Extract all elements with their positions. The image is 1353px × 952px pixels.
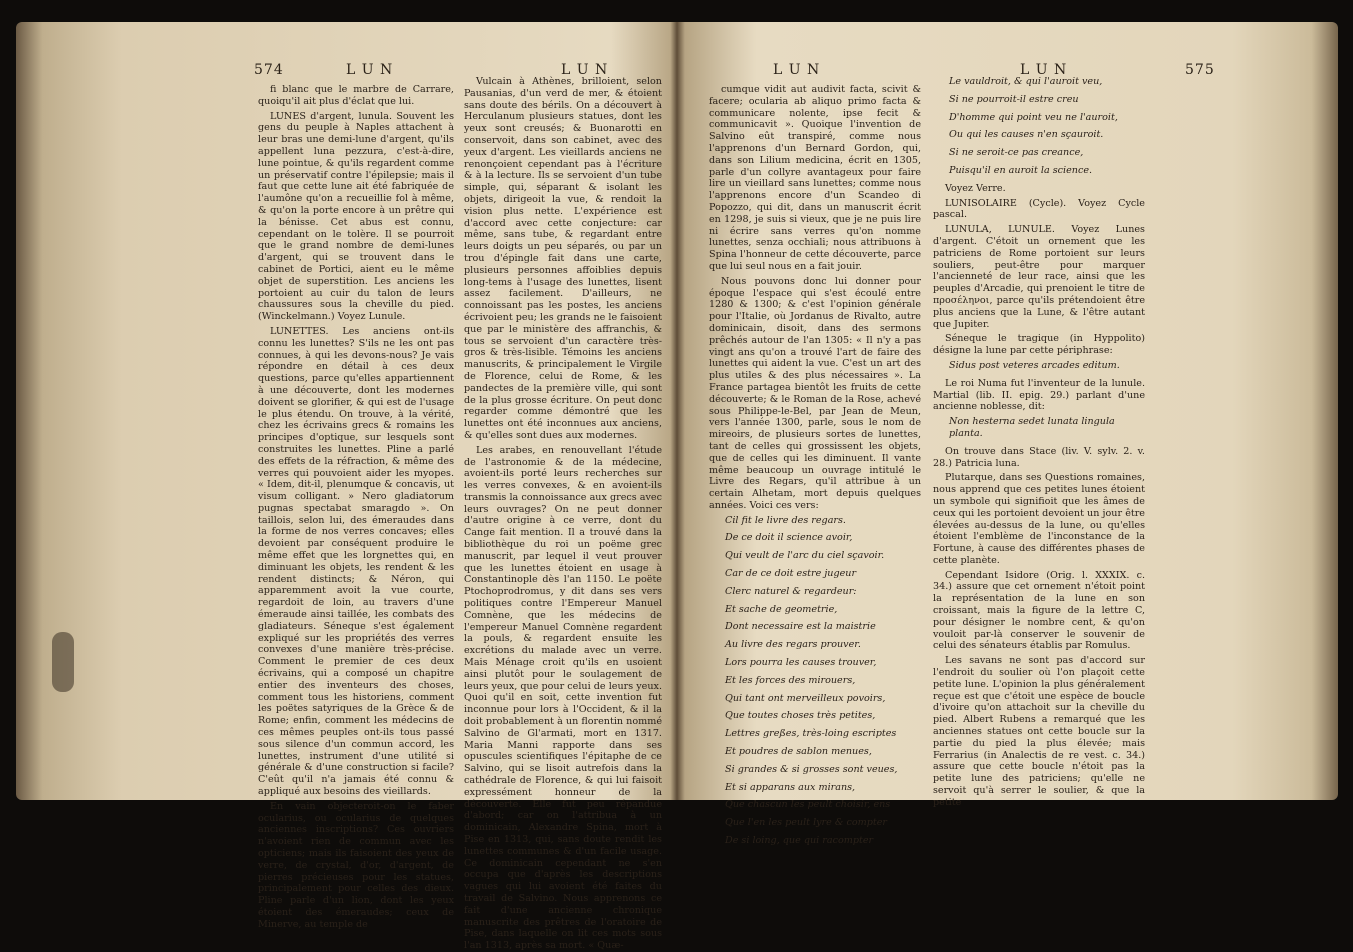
paragraph: fi blanc que le marbre de Carrare, quoiqu'il ait plus d'éclat que lui. [258, 84, 454, 107]
thumb-shadow [52, 632, 74, 692]
verse-line: Le vauldroit, & qui l'auroit veu, [949, 76, 1103, 87]
paragraph: Cependant Isidore (Orig. l. XXXIX. c. 34.) assure que cet ornement n'étoit point la représentation de la lune en son croissant, mais la figure de la lettre C, pour désigner le nombre cent, & qu'on vouloit par-là conserver le souvenir de celui des sénateurs établis par Romulus. [933, 569, 1145, 652]
verse-line: Clerc naturel & regardeur: [725, 585, 857, 597]
verse-line: Que chascun les peult choisir, ens [725, 799, 891, 811]
verse-line: Si ne pourroit-il estre creu [949, 93, 1079, 105]
book-spread [16, 22, 1338, 952]
right-column-2 [933, 76, 1145, 808]
verse-line: Que toutes choses très petites, [725, 710, 876, 722]
verse-line: Si grandes & si grosses sont veues, [725, 763, 898, 775]
paragraph: Séneque le tragique (in Hyppolito) désigne la lune par cette périphrase: [933, 333, 1145, 357]
verse-line: D'homme qui point veu ne l'auroit, [949, 111, 1118, 123]
verse-line: Dont necessaire est la maistrie [725, 621, 876, 633]
left-column-1 [258, 84, 454, 930]
paragraph: LUNES d'argent, lunula. Souvent les gens du peuple à Naples attachent à leur bras une demi-lune d'argent, qu'ils appellent luna pezzura, c'est-à-dire, lune pointue, & qu'ils regardent comme un préservatif contre l'épilepsie; mais il faut que cette lune ait été fabriquée de l'aumône qu'on a recueillie fol à même, & qu'on la porte encore à un prêtre qui la bénisse. Cet abus est connu, cependant on le tolère. Il se pourroit que le grand nombre de demi-lunes d'argent, qui se trouvent dans le cabinet de Portici, aient eu le même objet de superstition. Les anciens les portoient au cuir du talon de leurs chaussures sous la cheville du pied. (Winckelmann.) Voyez Lunule. [258, 110, 454, 323]
verse-line: Lors pourra les causes trouver, [725, 657, 877, 669]
paragraph: On trouve dans Stace (liv. V. sylv. 2. v. 28.) Patricia luna. [933, 445, 1145, 469]
quote-line: Non hesterna sedet lunata lingula planta. [949, 416, 1115, 439]
quote-line: Sidus post veteres arcades editum. [949, 359, 1120, 371]
running-head-left-1: L U N [346, 62, 394, 78]
verse-line: Que l'en les peult lyre & compter [725, 817, 887, 829]
verse-line: De si loing, que qui racompter [725, 835, 874, 847]
verse-line: Qui veult de l'arc du ciel sçavoir. [725, 550, 885, 562]
left-column-2 [464, 76, 662, 952]
paragraph: Les arabes, en renouvellant l'étude de l'astronomie & de la médecine, avoient-ils porté leurs recherches sur les verres convexes, & en avoient-ils transmis la connoissance aux grecs avec leurs ouvrages? On ne peut donner d'autre origine à ce verre, dont du Cange fait mention. Il a trouvé dans la bibliothèque du roi un poëme grec manuscrit, par lequel il veut prouver que les lunettes étoient en usage à Constantinople dès l'an 1150. Le poëte Ptochoprodromus, y dit dans ses vers politiques contre l'Empereur Manuel Comnène, que les médecins de l'empereur Manuel Comnène regardent la pouls, & regardent ensuite les excrétions du malade avec un verre. Mais Ménage croit qu'ils en usoient ainsi plutôt pour le soulagement de leurs yeux, que pour celui de leurs yeux. Quoi qu'il en soit, cette invention fut inconnue pour lors à l'Occident, & il la doit probablement à un florentin nommé Salvino de Gl'armati, mort en 1317. Maria Manni rapporte dans ses opuscules scientifiques l'épitaphe de ce Salvino, qui se lisoit autrefois dans la cathédrale de Florence, & qui lui faisoit expressément honneur de la découverte. Elle fut peu répandue d'abord; car on l'attribua à un dominicain, Alexandre Spina, mort à Pise en 1313, qui, sans doute rendit les lunettes communes & d'un facile usage. Ce dominicain cependant ne s'en occupa que d'après les descriptions vagues qui lui avoient été faites du travail de Salvino. Nous apprenons ce fait d'une ancienne chronique manuscrite des prêtres de l'oratoire de Pise, dans laquelle on lit ces mots sous l'an 1313, après sa mort. « Quæ- [464, 444, 662, 952]
verse-line: Et sache de geometrie, [725, 603, 838, 615]
verse-line: Et les forces des mirouers, [725, 674, 856, 686]
paragraph: Nous pouvons donc lui donner pour époque l'espace qui s'est écoulé entre 1280 & 1300; & c'est l'opinion générale pour l'Italie, où Jordanus de Rivalto, autre dominicain, disoit, dans des sermons prêchés autour de l'an 1305: « Il n'y a pas vingt ans qu'on a trouvé l'art de faire des lunettes qui aident la vue. C'est un art des plus utiles & des plus nécessaires ». La France partagea bientôt les fruits de cette découverte; & le Roman de la Rose, achevé sous Philippe-le-Bel, par Jean de Meun, vers l'année 1300, parle, sous le nom de mireoirs, de plusieurs sortes de lunettes, tant de celles qui grossissent les objets, que de celles qui les diminuent. Il vante même beaucoup un ouvrage intitulé le Livre des Regars, qu'il attribue à un certain Alhetam, mort depuis quelques années. Voici ces vers: [709, 275, 921, 511]
paragraph: LUNULA, LUNULE. Voyez Lunes d'argent. C'étoit un ornement que les patriciens de Rome portoient sur leurs souliers, peut-être pour marquer l'ancienneté de leur race, ainsi que les peuples d'Arcadie, qui prenoient le titre de προσέληνοι, parce qu'ils prétendoient être plus anciens que la Lune, & l'être autant que Jupiter. [933, 224, 1145, 330]
running-head-right-2: L U N [1020, 62, 1068, 78]
verse-line: Puisqu'il en auroit la science. [949, 164, 1093, 176]
paragraph: Plutarque, dans ses Questions romaines, nous apprend que ces petites lunes étoient un symbole qui signifioit que les âmes de ceux qui les portoient devoient un jour être élevées au-dessus de la lune, ou qu'elles étoient l'emblème de l'inconstance de la Fortune, à cause des différentes phases de cette planète. [933, 472, 1145, 566]
paragraph: Le roi Numa fut l'inventeur de la lunule. Martial (lib. II. epig. 29.) parlant d'une ancienne noblesse, dit: [933, 377, 1145, 413]
verse-line: Car de ce doit estre jugeur [725, 568, 857, 580]
right-column-1 [709, 84, 921, 847]
paragraph: Les savans ne sont pas d'accord sur l'endroit du soulier où l'on plaçoit cette petite lune. L'opinion la plus généralement reçue est que c'étoit une espèce de boucle d'ivoire qu'on attachoit sur la cheville du pied. Albert Rubens a remarqué que les anciennes statues ont cette boucle sur la partie du pied la plus élevée; mais Ferrarius (in Analectis de re vest. c. 34.) assure que cette boucle n'étoit pas la petite lune des patriciens; qu'elle ne servoit qu'à serrer le soulier, & que la petite [933, 655, 1145, 808]
verse-line: Et poudres de sablon menues, [725, 746, 872, 758]
paragraph: En vain objecteroit-on le faber ocularius, ou ocularius de quelques anciennes inscriptions? Ces ouvriers n'avoient rien de commun avec les opticiens; mais ils faisoient des yeux de verre, de crystal, d'or, d'argent, de pierres précieuses pour les statues, principalement pour celles des dieux. Pline parle d'un lion, dont les yeux étoient des émeraudes; ceux de Minerve, au temple de [258, 800, 454, 930]
paragraph: cumque vidit aut audivit facta, scivit & facere; ocularia ab aliquo primo facta & communicare nolente, ipse fecit & communicavit ». Quoique l'invention de Salvino eût transpiré, comme nous l'apprenons d'un Bernard Gordon, qui, dans son Lilium medicina, écrit en 1305, parle d'un collyre avantageux pour faire lire un vieillard sans lunettes; comme nous l'apprenons encore d'un Scandeo di Popozzo, qui dit, dans un manuscrit écrit en 1298, je suis si vieux, que je ne puis lire ni écrire sans verres qu'on nomme lunettes, senza occhiali; nous attribuons à Spina l'honneur de cette découverte, parce que lui seul nous en a fait jouir. [709, 84, 921, 272]
verse-line: Au livre des regars prouver. [725, 639, 861, 651]
page-number-right: 575 [1185, 62, 1215, 78]
verse-line: Si ne seroit-ce pas creance, [949, 147, 1084, 159]
running-head-right-1: L U N [773, 62, 821, 78]
paragraph: Vulcain à Athènes, brilloient, selon Pausanias, d'un verd de mer, & étoient sans doute des bérils. On a découvert à Herculanum plusieurs statues, dont les yeux sont creusés; & Buonarotti en conservoit, dans son cabinet, avec des yeux d'argent. Les vieillards anciens ne renonçoient cependant pas à l'écriture & à la lecture. Ils se servoient d'un tube simple, qui, séparant & isolant les objets, dirigeoit la vue, & rendoit la vision plus nette. L'expérience est d'accord avec cette conjecture: car même, sans tube, & regardant entre leurs doigts un peu séparés, ou par un trou d'épingle fait dans une carte, plusieurs personnes affoiblies depuis long-tems à l'usage des lunettes, lisent assez facilement. D'ailleurs, ne connoissant pas les postes, les anciens écrivoient peu; les grands ne le faisoient que par le ministère des affranchis, & tous se servoient d'un caractère très-gros & très-lisible. Témoins les anciens manuscrits, & principalement le Virgile de Florence, celui de Rome, & les pandectes de la première ville, qui sont de la plus grosse écriture. On peut donc regarder comme démontré que les lunettes ont été inconnues aux anciens, & qu'elles sont dues aux modernes. [464, 76, 662, 441]
verse-line: Ou qui les causes n'en sçauroit. [949, 129, 1104, 141]
verse-line: Lettres greßes, très-loing escriptes [725, 728, 897, 740]
paragraph: LUNETTES. Les anciens ont-ils connu les lunettes? S'ils ne les ont pas connues, à qui les devons-nous? Je vais répondre en détail à ces deux questions, parce qu'elles appartiennent à une découverte, dont les modernes doivent se glorifier, & qui est de l'usage le plus étendu. On trouve, à la vérité, chez les écrivains grecs & romains les principes d'optique, sur lesquels sont construites les lunettes. Pline a parlé des effets de la réfraction, & même des verres qui pouvoient aider les myopes. « Idem, dit-il, plenumque & concavis, ut visum colligant. » Nero gladiatorum pugnas spectabat smaragdo ». On taillois, selon lui, des émeraudes dans la forme de nos verres concaves; elles devoient par conséquent produire le même effet que les lorgnettes qui, en diminuant les objets, les rendent & les rendent distincts; & Néron, qui apparemment avoit la vue courte, regardoit de loin, au travers d'une émeraude ainsi taillée, les combats des gladiateurs. Séneque s'est également expliqué sur les propriétés des verres convexes d'une manière très-précise. Comment le premier de ces deux écrivains, qui a composé un chapitre entier des inventeurs des choses, comment tous les historiens, comment les poëtes satyriques de la Grèce & de Rome; enfin, comment les médecins de ces mêmes peuples ont-ils tous passé sous silence d'un commun accord, les lunettes, instrument d'une utilité si générale & d'une construction si facile? C'eût qu'il n'a jamais été connu & appliqué aux besoins des vieillards. [258, 325, 454, 798]
right-page [677, 22, 1338, 847]
verse-line: De ce doit il science avoir, [725, 532, 853, 544]
page-number-left: 574 [254, 62, 284, 78]
verse-line: Cil fit le livre des regars. [725, 514, 846, 526]
verse-line: Qui tant ont merveilleux povoirs, [725, 692, 886, 704]
paragraph: LUNISOLAIRE (Cycle). Voyez Cycle pascal. [933, 197, 1145, 221]
running-head-left-2: L U N [561, 62, 609, 78]
verse-line: Et si apparans aux mirans, [725, 781, 856, 793]
paragraph: Voyez Verre. [945, 182, 1006, 194]
left-page [16, 22, 677, 952]
